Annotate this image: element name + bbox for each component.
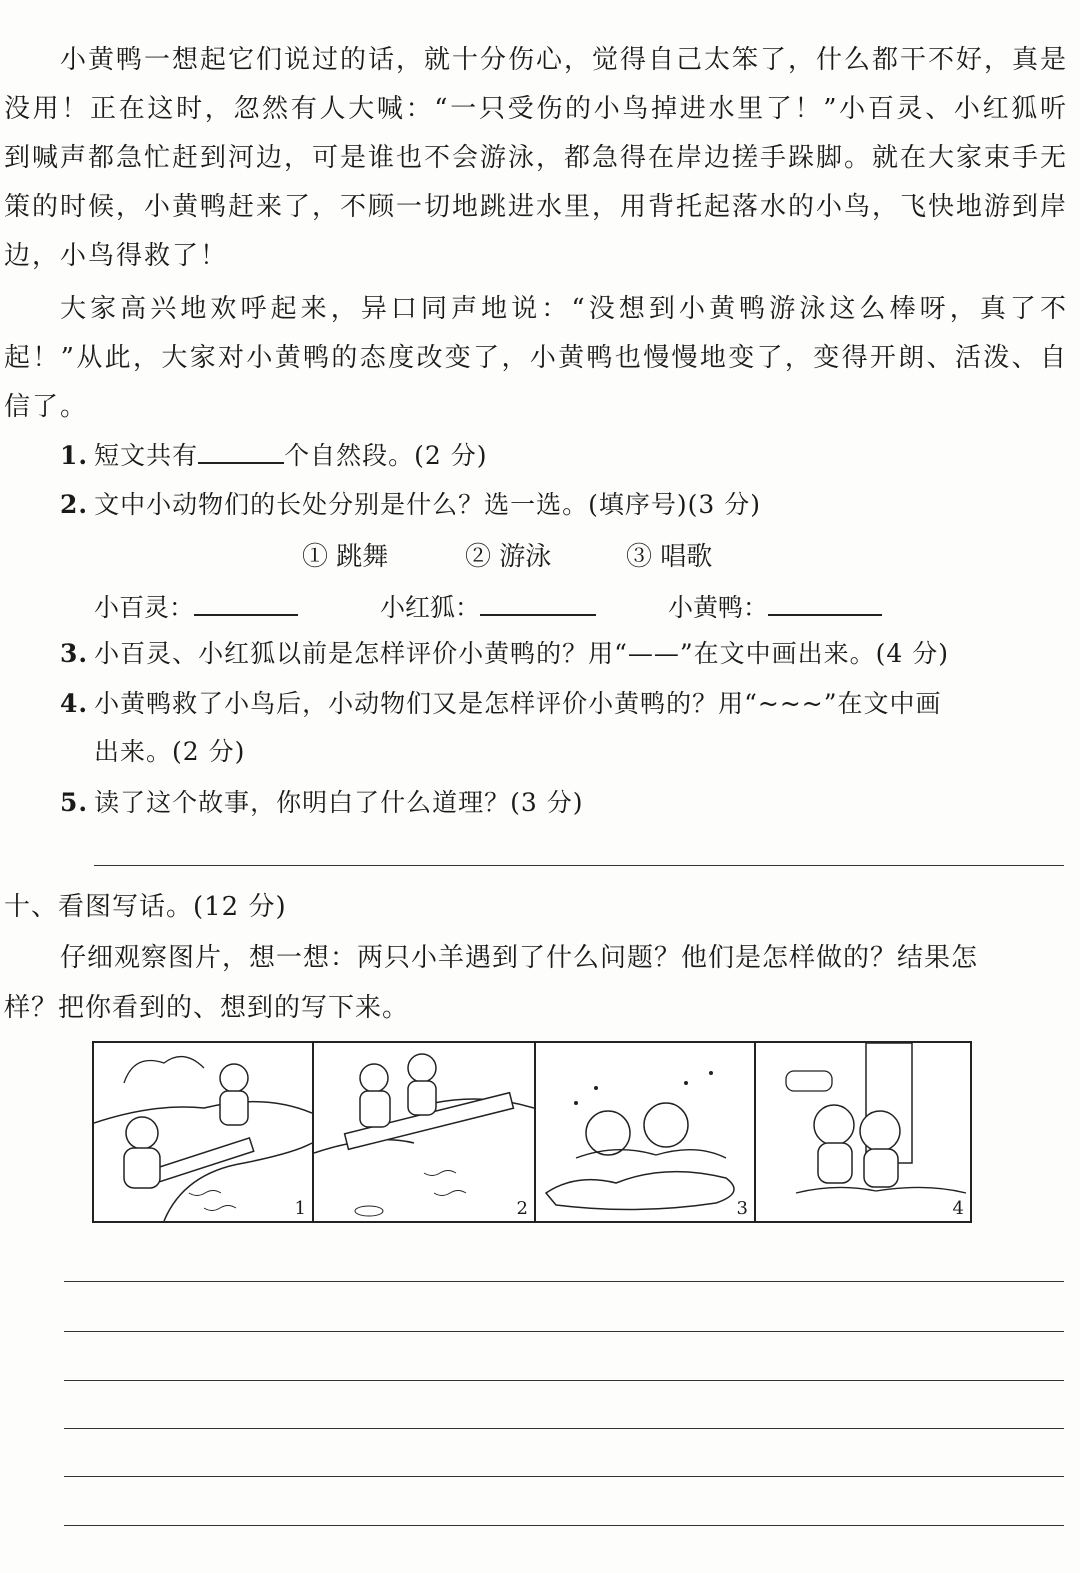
answer-blank[interactable] bbox=[768, 590, 882, 616]
option-dance: ① 跳舞 bbox=[302, 542, 389, 572]
panel-number: 3 bbox=[736, 1198, 748, 1219]
fill-label: 小红狐： bbox=[380, 593, 481, 622]
question-1-text-before: 短文共有 bbox=[94, 441, 199, 470]
picture-panel-2 bbox=[314, 1043, 536, 1221]
panel-number: 1 bbox=[294, 1198, 306, 1219]
option-swim: ② 游泳 bbox=[465, 542, 552, 572]
writing-line-4[interactable] bbox=[64, 1428, 1064, 1429]
question-5-text: 读了这个故事，你明白了什么道理？(3 分) bbox=[94, 788, 584, 817]
section-10-title: 十、看图写话。(12 分) bbox=[4, 892, 287, 922]
fill-lark bbox=[94, 588, 298, 624]
question-number: 3. bbox=[60, 639, 89, 668]
passage-paragraph-2: 大家高兴地欢呼起来，异口同声地说：“没想到小黄鸭游泳这么棒呀，真了不起！”从此，大家对小黄鸭的态度改变了，小黄鸭也慢慢地变了，变得开朗、活泼、自信了。 bbox=[4, 294, 1068, 422]
question-number: 5. bbox=[60, 788, 89, 817]
writing-line-2[interactable] bbox=[64, 1331, 1064, 1332]
picture-panel-3 bbox=[536, 1043, 756, 1221]
fill-label: 小黄鸭： bbox=[668, 593, 769, 622]
option-sing: ③ 唱歌 bbox=[626, 542, 713, 572]
writing-line-6[interactable] bbox=[64, 1525, 1064, 1526]
answer-line-q5[interactable] bbox=[94, 865, 1064, 866]
question-1-text-after: 个自然段。(2 分) bbox=[284, 441, 488, 470]
goat-pushing-plank-illustration bbox=[94, 1043, 314, 1221]
question-4-text: 小黄鸭救了小鸟后，小动物们又是怎样评价小黄鸭的？用“~~~”在文中画 bbox=[94, 689, 942, 718]
question-1 bbox=[60, 438, 488, 472]
question-5 bbox=[60, 787, 583, 819]
picture-panel-1 bbox=[94, 1043, 314, 1221]
question-3-text: 小百灵、小红狐以前是怎样评价小黄鸭的？用“——”在文中画出来。(4 分) bbox=[94, 639, 950, 668]
writing-line-5[interactable] bbox=[64, 1476, 1064, 1477]
goats-on-plank-illustration bbox=[314, 1043, 536, 1221]
section-10-instruction-line-1: 仔细观察图片，想一想：两只小羊遇到了什么问题？他们是怎样做的？结果怎 bbox=[60, 943, 979, 973]
fill-fox bbox=[380, 588, 596, 624]
fill-label: 小百灵： bbox=[94, 593, 195, 622]
question-number: 2. bbox=[60, 490, 89, 519]
writing-line-3[interactable] bbox=[64, 1380, 1064, 1381]
fill-duck bbox=[668, 588, 882, 624]
picture-strip bbox=[92, 1041, 972, 1223]
question-number: 4. bbox=[60, 689, 89, 718]
goats-in-water-illustration bbox=[536, 1043, 756, 1221]
question-4-continued: 出来。(2 分) bbox=[94, 737, 246, 766]
panel-number: 2 bbox=[516, 1198, 528, 1219]
question-3 bbox=[60, 638, 949, 670]
passage-paragraph-1: 小黄鸭一想起它们说过的话，就十分伤心，觉得自己太笨了，什么都干不好，真是没用！正在这时，忽然有人大喊：“一只受伤的小鸟掉进水里了！”小百灵、小红狐听到喊声都急忙赶到河边，可是谁也不会游泳，都急得在岸边搓手跺脚。就在大家束手无策的时候，小黄鸭赶来了，不顾一切地跳进水里，用背托起落水的小鸟，飞快地游到岸边，小鸟得救了！ bbox=[4, 45, 1069, 271]
goats-sitting-illustration bbox=[756, 1043, 970, 1221]
question-4 bbox=[60, 688, 942, 720]
answer-blank[interactable] bbox=[480, 590, 596, 616]
question-number: 1. bbox=[60, 441, 89, 470]
question-2 bbox=[60, 489, 761, 521]
question-2-text: 文中小动物们的长处分别是什么？选一选。(填序号)(3 分) bbox=[94, 490, 761, 519]
answer-blank[interactable] bbox=[198, 438, 284, 464]
panel-number: 4 bbox=[952, 1198, 964, 1219]
writing-line-1[interactable] bbox=[64, 1281, 1064, 1282]
answer-blank[interactable] bbox=[194, 590, 298, 616]
picture-panel-4 bbox=[756, 1043, 970, 1221]
section-10-instruction-line-2: 样？把你看到的、想到的写下来。 bbox=[4, 993, 410, 1023]
